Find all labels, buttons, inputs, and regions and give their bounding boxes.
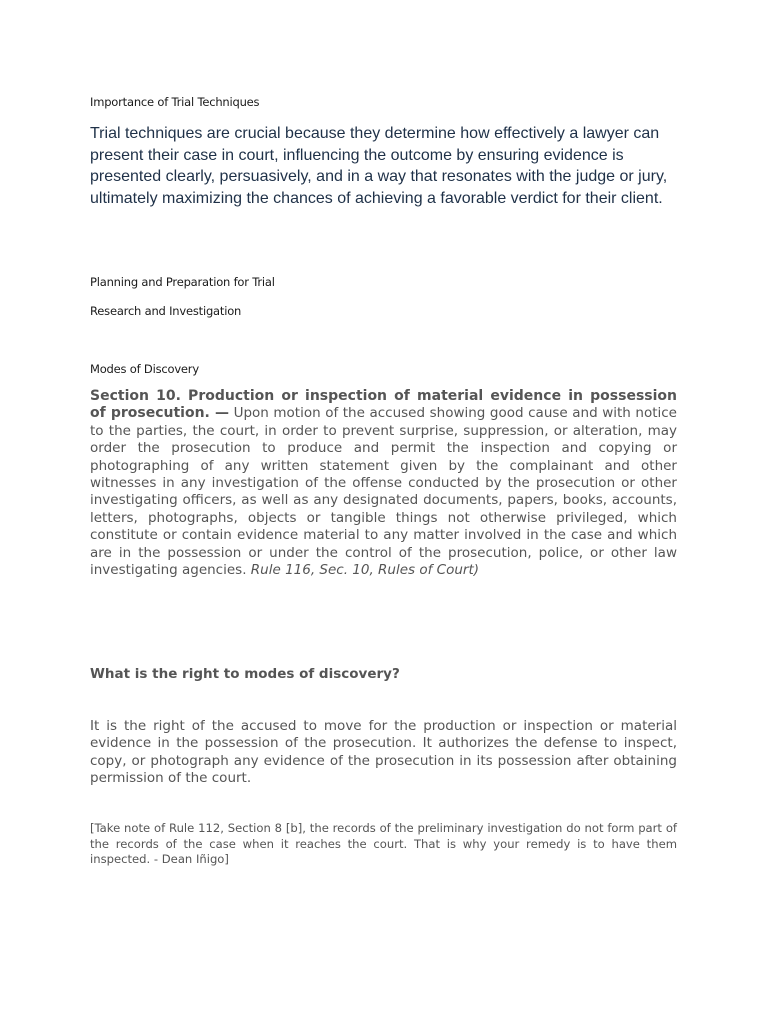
question-heading: What is the right to modes of discovery? [90, 666, 400, 682]
heading-modes-of-discovery: Modes of Discovery [90, 362, 199, 376]
intro-paragraph: Trial techniques are crucial because they determine how effectively a lawyer can present their case in court, influencing the outcome by ensuring evidence is presented clearly, persuasively, and in a way that resonates with the judge or jury, ultimately maximizing the chances of achieving a favorable verdict for their client. [90, 125, 668, 207]
section-10-body: Upon motion of the accused showing good cause and with notice to the parties, the court, in order to prevent surprise, suppression, or alteration, may order the prosecution to produce and permit the inspection and copying or photographing of any written statement given by the complainant and other witnesses in any investigation of the offense conducted by the prosecution or other investigating officers, as well as any designated documents, papers, books, accounts, letters, photographs, objects or tangible things not otherwise privileged, which constitute or contain evidence material to any matter involved in the case and which are in the possession or under the control of the prosecution, police, or other law investigating agencies. [90, 405, 677, 579]
heading-planning-and-preparation: Planning and Preparation for Trial [90, 275, 275, 289]
heading-research-and-investigation: Research and Investigation [90, 304, 242, 318]
section-10-paragraph [90, 388, 677, 579]
note-paragraph: [Take note of Rule 112, Section 8 [b], the records of the preliminary investigation do not form part of the records of the case when it reaches the court. That is why your remedy is to have them inspected. - Dean Iñigo] [90, 821, 677, 867]
answer-paragraph: It is the right of the accused to move for the production or inspection or material evidence in the possession of the prosecution. It authorizes the defense to inspect, copy, or photograph any evidence of the prosecution in its possession after obtaining permission of the court. [90, 718, 677, 787]
section-10-title: Section 10. Production or inspection of material evidence in possession of prosecution. — [90, 388, 677, 422]
heading-importance-of-trial-techniques: Importance of Trial Techniques [90, 95, 260, 109]
section-10-citation: Rule 116, Sec. 10, Rules of Court) [250, 562, 480, 579]
